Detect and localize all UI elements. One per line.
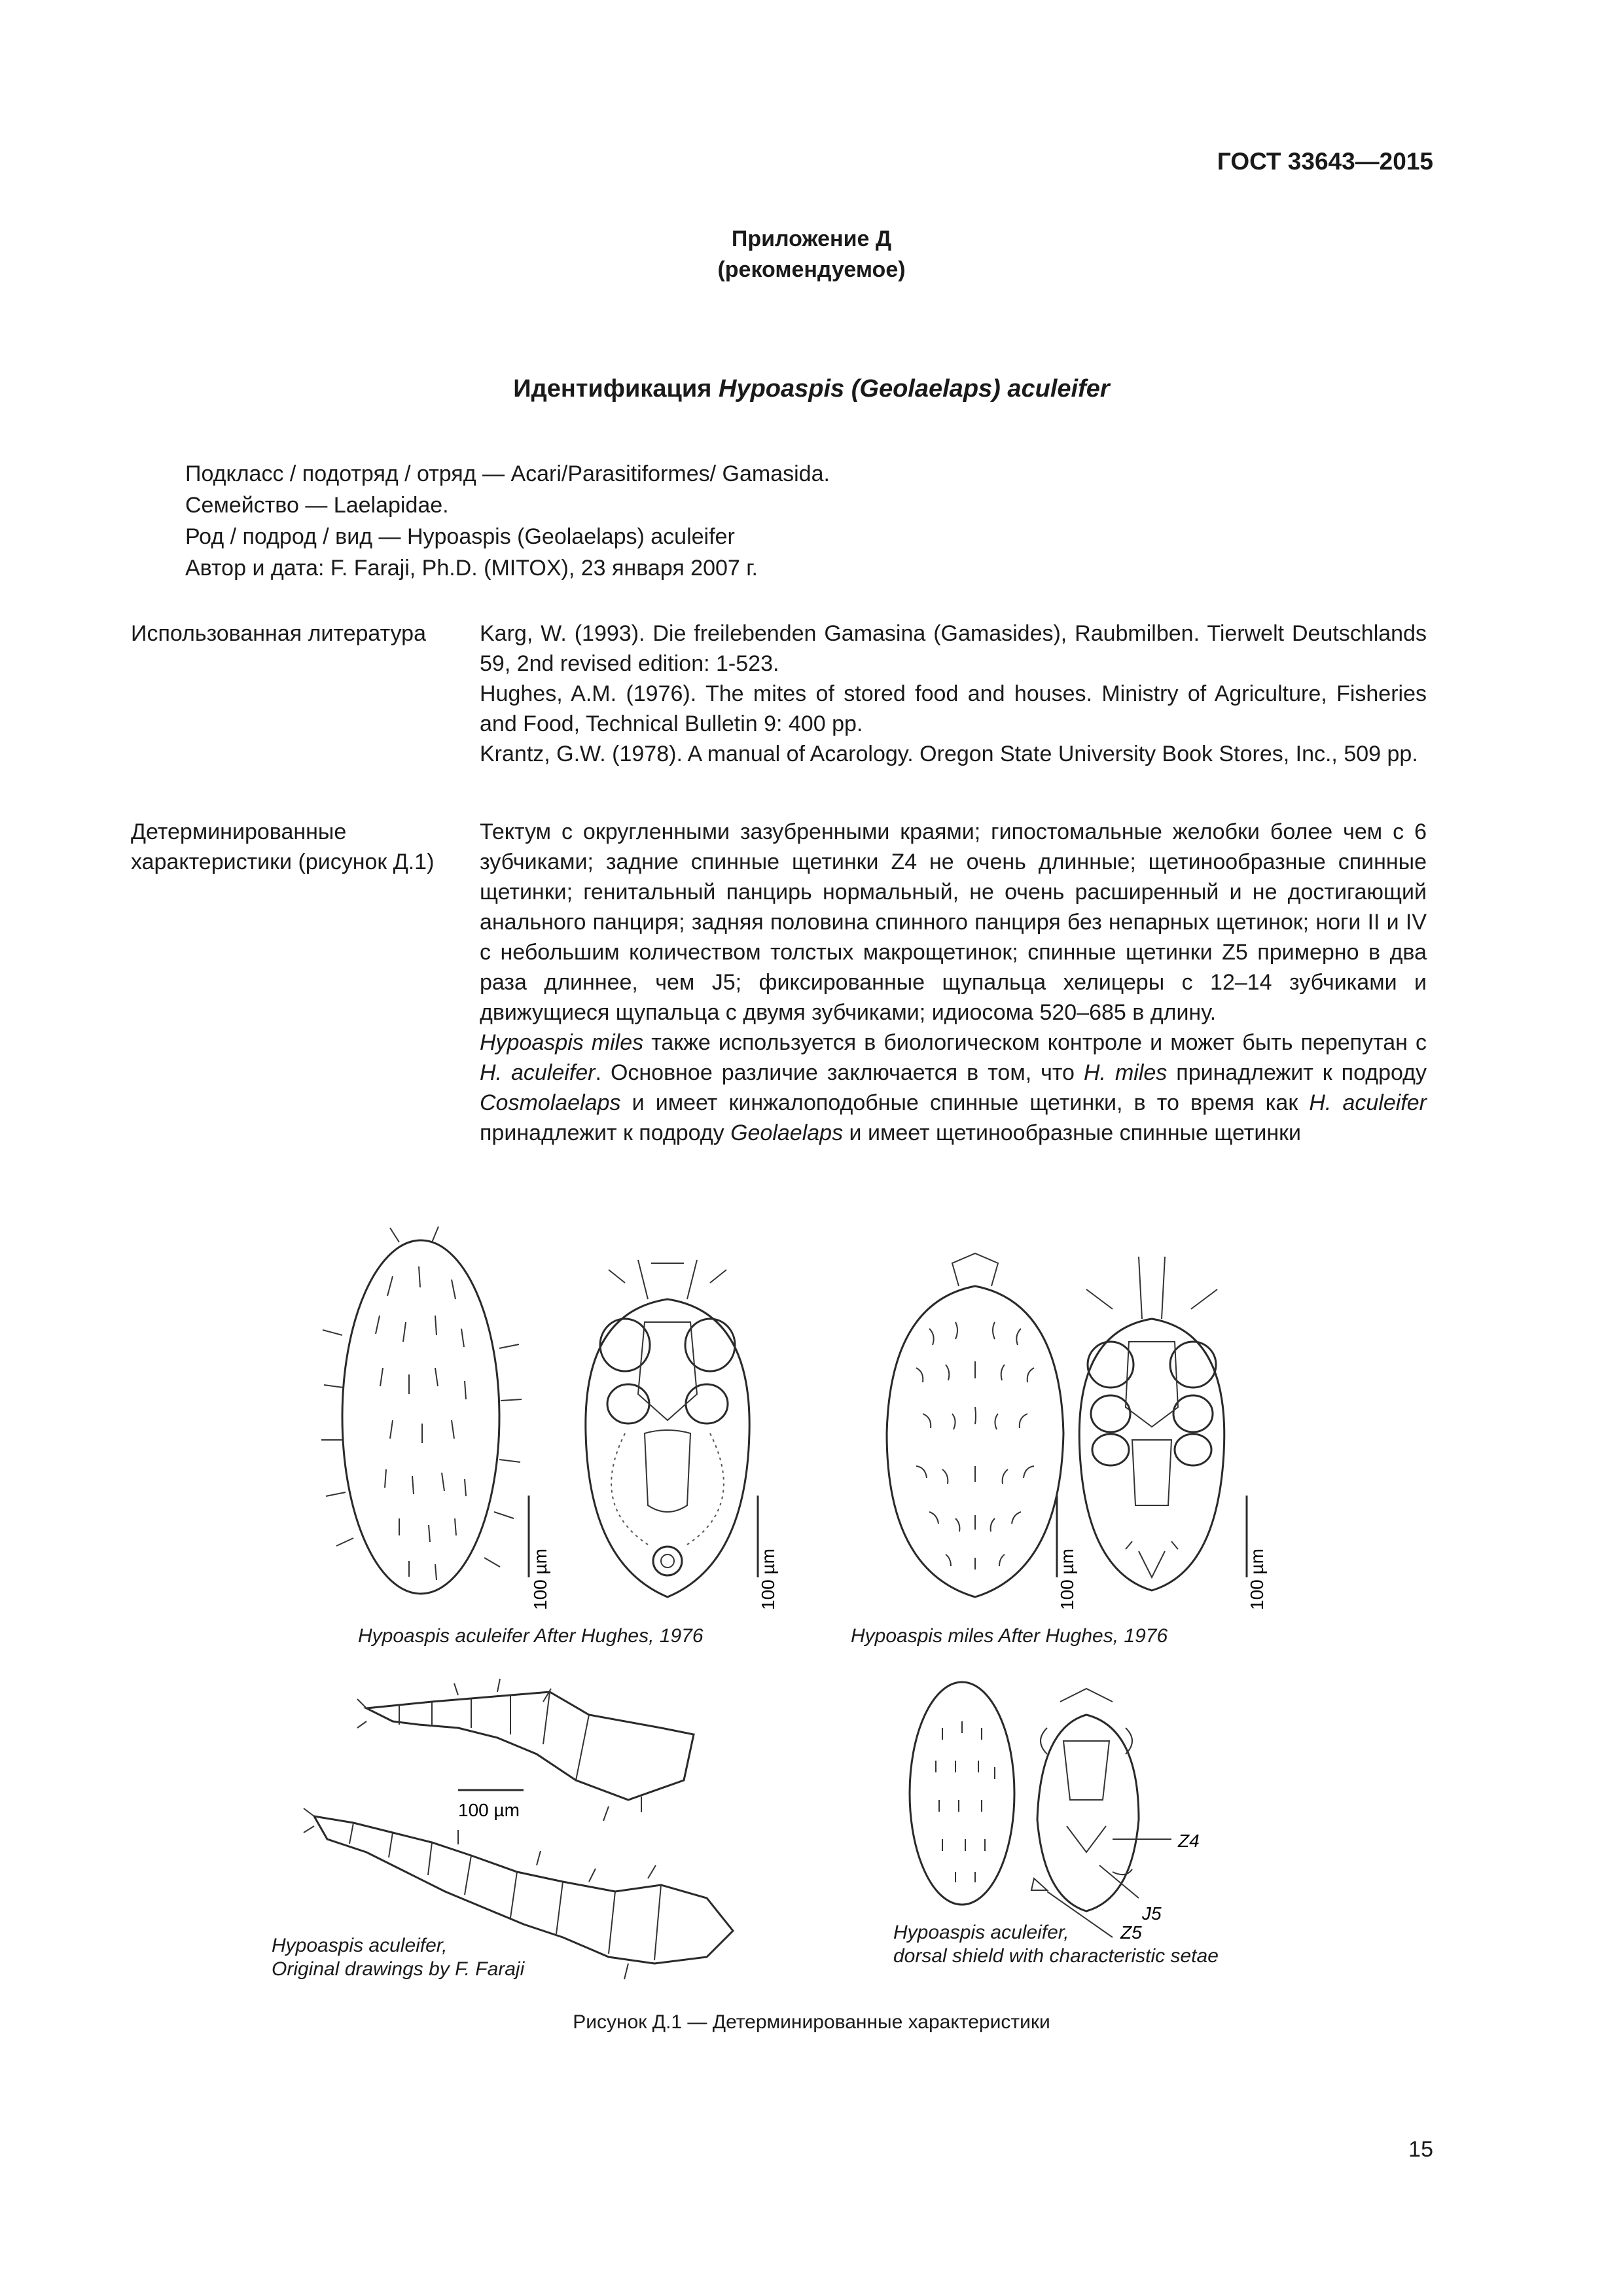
leg-drawing-upper <box>357 1679 694 1821</box>
scale-bar-label: 100 µm <box>1057 1549 1077 1610</box>
meta-line: Подкласс / подотряд / отряд — Acari/Parasitiformes/ Gamasida. <box>185 461 830 486</box>
caption-faraji: Hypoaspis aculeifer, Original drawings by F. Faraji <box>272 1935 525 1980</box>
setae-label-z5: Z5 <box>1120 1922 1142 1943</box>
standard-number: ГОСТ 33643—2015 <box>1217 148 1433 175</box>
figure-caption: Рисунок Д.1 — Детерминированные характеристики <box>573 2011 1050 2033</box>
appendix-subtitle: (рекомендуемое) <box>717 257 906 282</box>
scale-bar-label: 100 µm <box>758 1549 778 1610</box>
meta-line: Семейство — Laelapidae. <box>185 493 449 518</box>
setae-label-j5: J5 <box>1142 1903 1162 1924</box>
meta-line: Род / подрод / вид — Hypoaspis (Geolaelaps) aculeifer <box>185 524 735 549</box>
characteristics-paragraph: Тектум с округленными зазубренными краями; гипостомальные желобки более чем с 6 зубчиками; задние спинные щетинки Z4 не очень длинные; щетинообразные спинные щетинки; генитальный панцирь нормальный, не очень расширенный и не достигающий анального панциря; задняя половина спинного панциря без непарных щетинок; ноги II и IV с небольшим количеством толстых макрощетинок; спинные щетинки Z5 примерно в два раза длиннее, чем J5; фиксированные щупальца хелицеры с 12–14 зубчиками и движущиеся щупальца с двумя зубчиками; идиосома 520–685 в длину. <box>480 819 1427 1025</box>
aculeifer-ventral-drawing <box>586 1260 778 1610</box>
setae-label-z4: Z4 <box>1178 1831 1200 1851</box>
aculeifer-dorsal-drawing <box>321 1227 550 1610</box>
title-prefix: Идентификация <box>513 375 719 403</box>
scale-bar-label: 100 µm <box>1247 1549 1267 1610</box>
miles-ventral-drawing <box>1079 1257 1267 1610</box>
caption-miles-hughes: Hypoaspis miles After Hughes, 1976 <box>851 1625 1168 1647</box>
dorsal-shield-drawing <box>910 1682 1200 1943</box>
characteristics-label: Детерминированные характеристики (рисунок Д.1) <box>131 819 435 874</box>
caption-dorsal-shield: Hypoaspis aculeifer, dorsal shield with characteristic setae <box>893 1922 1219 1967</box>
caption-aculeifer-hughes: Hypoaspis aculeifer After Hughes, 1976 <box>358 1625 704 1647</box>
scale-bar-label: 100 µm <box>458 1800 520 1820</box>
title-species: Hypoaspis (Geolaelaps) aculeifer <box>719 375 1110 403</box>
comparison-paragraph: Hypoaspis miles также используется в биологическом контроле и может быть перепутан с H. aculeifer. Основное различие заключается в том, что H. miles принадлежит к подроду Cosmolaelaps и имеет кинжалоподобные спинные щетинки, в то время как H. aculeifer принадлежит к подроду Geolaelaps и имеет щетинообразные спинные щетинки <box>480 1030 1427 1145</box>
reference: Hughes, A.M. (1976). The mites of stored food and houses. Ministry of Agriculture, Fisheries and Food, Technical Bulletin 9: 400 pp. <box>480 681 1427 736</box>
reference: Krantz, G.W. (1978). A manual of Acarology. Oregon State University Book Stores, Inc., 509 pp. <box>480 742 1418 766</box>
scale-bar-label: 100 µm <box>530 1549 550 1610</box>
reference: Karg, W. (1993). Die freilebenden Gamasina (Gamasides), Raubmilben. Tierwelt Deutschlands 59, 2nd revised edition: 1-523. <box>480 621 1427 676</box>
miles-dorsal-drawing <box>887 1253 1077 1610</box>
meta-line: Автор и дата: F. Faraji, Ph.D. (MITOX), 23 января 2007 г. <box>185 556 758 581</box>
literature-label: Использованная литература <box>131 621 426 646</box>
page-number: 15 <box>1408 2137 1433 2162</box>
appendix-title: Приложение Д <box>731 226 892 251</box>
